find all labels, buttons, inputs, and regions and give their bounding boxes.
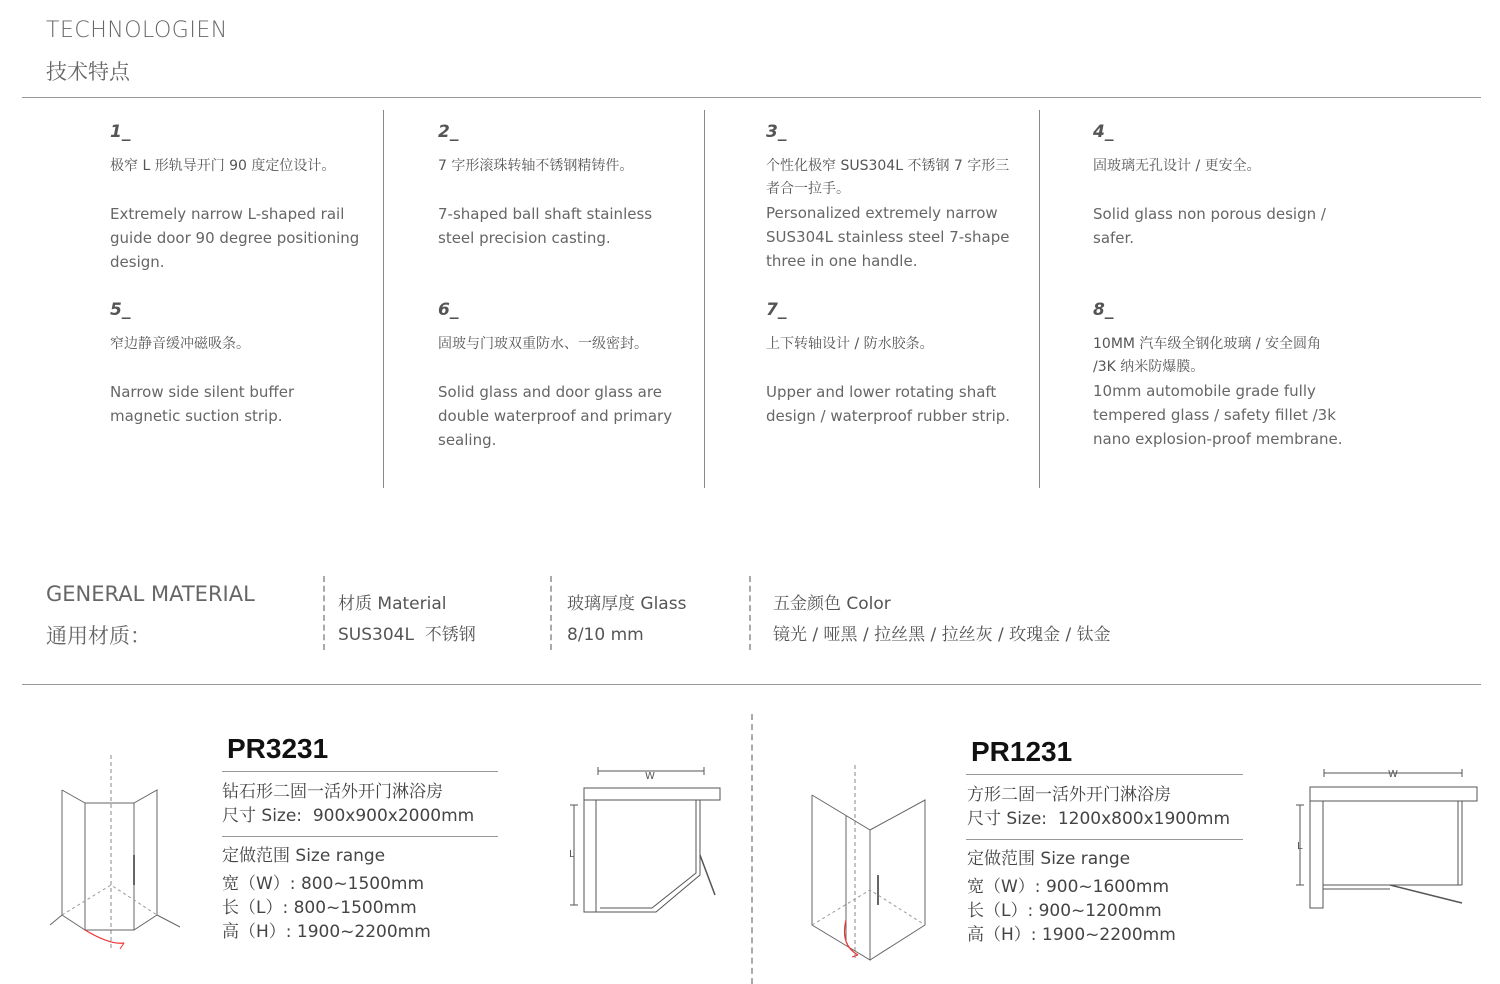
shower-3d-drawing xyxy=(40,755,190,955)
material-block xyxy=(338,589,476,651)
color-label: 五金颜色 Color xyxy=(773,594,891,614)
range-title: 定做范围 Size range xyxy=(967,849,1131,869)
material-divider-bottom xyxy=(22,684,1481,685)
spec-divider xyxy=(966,774,1243,775)
shower-plan-drawing xyxy=(1290,765,1485,925)
range-width: 宽（W）: 800~1500mm xyxy=(222,874,425,894)
general-material-title-en: GENERAL MATERIAL xyxy=(46,582,255,606)
range-width: 宽（W）: 900~1600mm xyxy=(967,877,1170,897)
section-title-en: TECHNOLOGIEN xyxy=(46,18,228,43)
feature-number: 8_ xyxy=(1093,300,1114,320)
feature-text-en: 7-shaped ball shaft stainless steel precision casting. xyxy=(438,205,653,247)
feature-number: 5_ xyxy=(110,300,131,320)
material-divider xyxy=(749,576,751,650)
color-block xyxy=(773,589,1111,651)
product-divider xyxy=(751,714,753,984)
feature-item xyxy=(438,300,688,452)
feature-text-en: Solid glass non porous design / safer. xyxy=(1093,205,1326,247)
product-range xyxy=(967,847,1176,947)
feature-item xyxy=(766,300,1016,428)
general-material-title-cn: 通用材质： xyxy=(46,624,151,648)
spec-divider xyxy=(222,836,498,837)
product-info xyxy=(967,783,1230,831)
feature-text-en: Solid glass and door glass are double waterproof and primary sealing. xyxy=(438,383,673,449)
glass-label: 玻璃厚度 Glass xyxy=(567,594,687,614)
feature-number: 6_ xyxy=(438,300,459,320)
material-divider xyxy=(550,576,552,650)
section-title-cn: 技术特点 xyxy=(46,60,130,84)
shower-3d-drawing xyxy=(800,765,950,965)
product-name: 方形二固一活外开门淋浴房 xyxy=(967,785,1171,805)
feature-text-cn: 固玻璃无孔设计 / 更安全。 xyxy=(1093,158,1261,174)
feature-number: 3_ xyxy=(766,122,787,142)
column-divider xyxy=(383,110,384,488)
spec-divider xyxy=(966,839,1243,840)
material-divider xyxy=(323,576,325,650)
dim-l-label: L xyxy=(569,849,575,860)
product-info xyxy=(222,780,474,828)
range-length: 长（L）: 800~1500mm xyxy=(222,898,417,918)
dim-w-label: W xyxy=(645,771,655,782)
feature-text-en: Narrow side silent buffer magnetic suction strip. xyxy=(110,383,295,425)
product-range xyxy=(222,844,431,944)
feature-item xyxy=(110,300,360,428)
glass-value: 8/10 mm xyxy=(567,625,644,645)
column-divider xyxy=(1039,110,1040,488)
feature-text-cn: 上下转轴设计 / 防水胶条。 xyxy=(766,336,934,352)
product-size: 尺寸 Size: 900x900x2000mm xyxy=(222,806,475,826)
range-height: 高（H）: 1900~2200mm xyxy=(222,922,431,942)
feature-number: 1_ xyxy=(110,122,131,142)
feature-text-cn: 固玻与门玻双重防水、一级密封。 xyxy=(438,336,648,352)
material-value: SUS304L 不锈钢 xyxy=(338,625,476,645)
range-title: 定做范围 Size range xyxy=(222,846,386,866)
feature-item xyxy=(1093,300,1343,451)
color-value: 镜光 / 哑黑 / 拉丝黑 / 拉丝灰 / 玫瑰金 / 钛金 xyxy=(773,625,1111,645)
header-divider xyxy=(22,97,1481,98)
shower-plan-drawing xyxy=(560,765,730,925)
feature-number: 2_ xyxy=(438,122,459,142)
feature-text-cn: 窄边静音缓冲磁吸条。 xyxy=(110,336,250,352)
feature-text-en: 10mm automobile grade fully tempered glass / safety fillet /3k nano explosion-proof membrane. xyxy=(1093,382,1343,448)
product-size: 尺寸 Size: 1200x800x1900mm xyxy=(967,809,1231,829)
dim-l-label: L xyxy=(1297,841,1303,852)
feature-item xyxy=(1093,122,1343,250)
feature-text-en: Upper and lower rotating shaft design / waterproof rubber strip. xyxy=(766,383,1011,425)
material-label: 材质 Material xyxy=(338,594,447,614)
spec-divider xyxy=(222,771,498,772)
feature-text-en: Extremely narrow L-shaped rail guide door 90 degree positioning design. xyxy=(110,205,360,271)
glass-block xyxy=(567,589,686,651)
feature-item xyxy=(766,122,1016,273)
feature-text-en: Personalized extremely narrow SUS304L stainless steel 7-shape three in one handle. xyxy=(766,204,1010,270)
feature-text-cn: 极窄 L 形轨导开门 90 度定位设计。 xyxy=(110,158,336,174)
feature-text-cn: 10MM 汽车级全钢化玻璃 / 安全圆角 /3K 纳米防爆膜。 xyxy=(1093,336,1322,375)
feature-item xyxy=(438,122,688,250)
product-model: PR3231 xyxy=(227,733,329,764)
feature-text-cn: 7 字形滚珠转轴不锈钢精铸件。 xyxy=(438,158,634,174)
column-divider xyxy=(704,110,705,488)
range-height: 高（H）: 1900~2200mm xyxy=(967,925,1176,945)
dim-w-label: W xyxy=(1388,769,1398,780)
range-length: 长（L）: 900~1200mm xyxy=(967,901,1162,921)
product-name: 钻石形二固一活外开门淋浴房 xyxy=(222,782,443,802)
feature-item xyxy=(110,122,360,274)
feature-number: 4_ xyxy=(1093,122,1114,142)
product-model: PR1231 xyxy=(971,736,1073,767)
feature-text-cn: 个性化极窄 SUS304L 不锈钢 7 字形三者合一拉手。 xyxy=(766,158,1010,197)
feature-number: 7_ xyxy=(766,300,787,320)
